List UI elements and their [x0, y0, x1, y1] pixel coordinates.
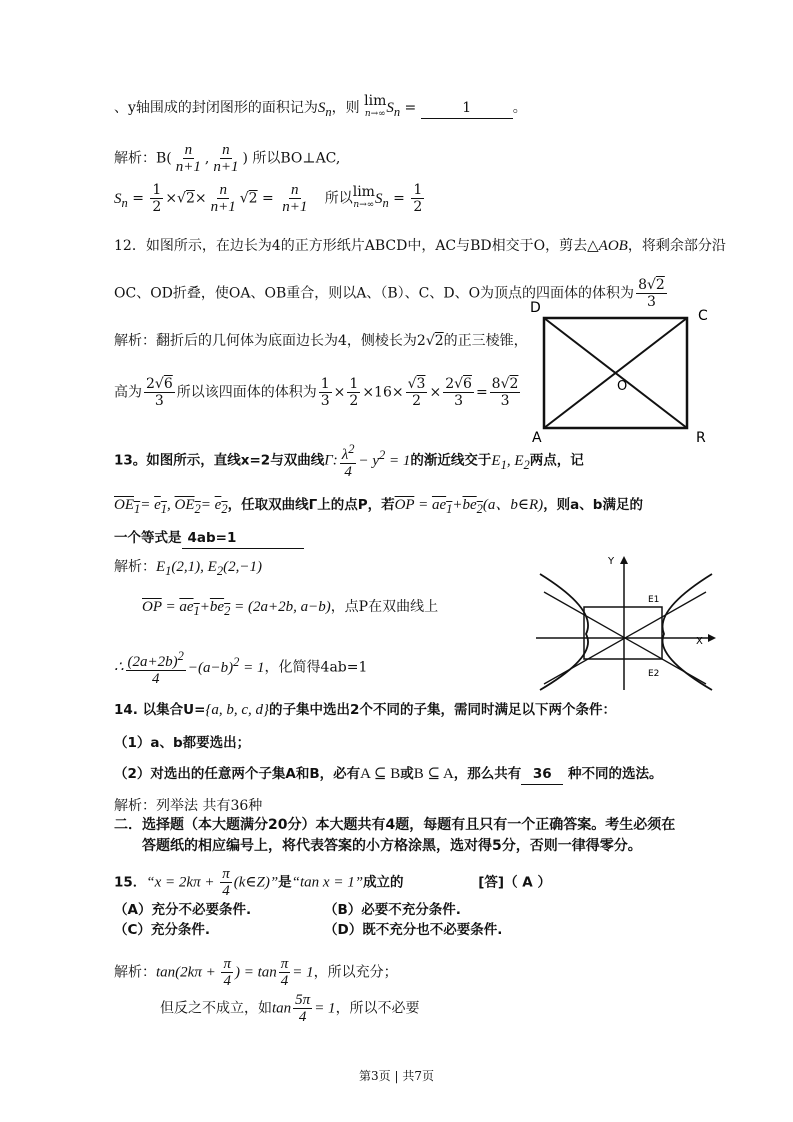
- q14-cond2a: （2）对选出的任意两个子集A和B，必有: [114, 766, 361, 782]
- q14-sol-text: 解析：列举法 共有36种: [114, 798, 263, 814]
- q13-sol1: 解析：$E_1(2,1)$, $E_2(2,-1)$: [114, 559, 262, 578]
- q11-text: 、y轴围成的封闭图形的面积记为: [114, 100, 318, 116]
- q13-sol2: $\overline{OP} = ae_1+be_2 = (2a+2b$, a−b)，点P在双曲线上: [142, 599, 439, 618]
- q12-sol-text2a: 高为: [114, 384, 142, 401]
- option-a: （A）充分不必要条件.: [114, 902, 252, 918]
- q15-sol1: 解析：tan(2kπ + $\frac{\pi}{4}$ ) = tan $\frac{\pi}{4}$ = 1，所以充分；: [114, 956, 398, 989]
- q12-line1: 12．如图所示，在边长为4的正方形纸片ABCD中，AC与BD相交于O，剪去△AOB，将剩余部分沿: [114, 238, 726, 254]
- q11-tail: 、y轴围成的封闭图形的面积记为$S_n$，则 lim n→∞ $S_n = 1$ 。: [114, 93, 527, 119]
- q15-sol2: 但反之不成立，如tan $\frac{5\pi}{4}$ = 1，所以不必要: [160, 992, 420, 1025]
- sol11-so: 所以: [324, 190, 353, 207]
- q15-cond: 成立的: [363, 874, 404, 891]
- q15-options-row2: [114, 920, 502, 940]
- section2-text1: 二．选择题（本大题满分20分）本大题共有4题，每题有且只有一个正确答案。考生必须在: [114, 817, 676, 833]
- label-B: R: [696, 430, 706, 446]
- sol11-line2: $S_n$ = $\frac{1}{2}$ ×√2× $\frac{n}{n+1}$ √2 = $\frac{n}{n+1}$ 所以 lim n→∞ $S_n$ = $\frac{1}{2}$: [114, 182, 423, 215]
- q14-cond2: （2）对选出的任意两个子集A和B，必有A ⊆ B或B ⊆ A，那么共有 36 种不同的选法。: [114, 764, 663, 785]
- label-A: A: [532, 430, 542, 446]
- q15-sol-text2a: 但反之不成立，如: [160, 1000, 272, 1017]
- sol11-mid: 所以BO⊥AC,: [252, 150, 341, 167]
- q12-text2: OC、OD折叠，使OA、OB重合，则以A、（B）、C、D、O为顶点的四面体的体积为: [114, 285, 635, 302]
- label-D: D: [530, 300, 541, 316]
- q12-text1: 12．如图所示，在边长为4的正方形纸片ABCD中，AC与BD相交于O，剪去: [114, 238, 588, 254]
- label-E1: E1: [648, 595, 660, 605]
- q12-sol-text1: 解析：翻折后的几何体为底面边长为4，侧棱长为: [114, 333, 417, 349]
- label-E2: E2: [648, 669, 660, 679]
- q13-line3: [114, 528, 304, 549]
- option-d: （D）既不充分也不必要条件.: [324, 922, 503, 938]
- limit-symbol: lim n→∞: [364, 93, 387, 119]
- q14-line1: 14. 以集合U={a, b, c, d}的子集中选出2个不同的子集，需同时满足以下两个条件：: [114, 702, 616, 718]
- label-X: X: [696, 636, 703, 647]
- page-footer: 第3页 | 共7页: [359, 1069, 434, 1083]
- q15-sol-label: 解析：: [114, 964, 156, 981]
- section2-line1: [114, 815, 675, 835]
- q13-text2a: ，任取双曲线Γ上的点P，若: [227, 497, 395, 513]
- q15-options-row1: [114, 900, 461, 920]
- q13-text1b: 的渐近线交于: [410, 452, 492, 469]
- sol11-line1: 解析：B( $\frac{n}{n+1}$ , $\frac{n}{n+1}$ ) 所以BO⊥AC,: [114, 142, 341, 175]
- q13-sol-label: 解析：: [114, 559, 156, 575]
- q12-sol-text1b: 的正三棱锥，: [443, 333, 528, 349]
- option-c: （C）充分条件.: [114, 922, 211, 938]
- q14-sol: [114, 796, 262, 816]
- label-C: C: [698, 308, 708, 324]
- q13-sol-text3b: ，化简得4ab=1: [264, 659, 368, 676]
- q11-answer-blank: 1: [421, 98, 513, 119]
- q13-sol3: ∴ $\frac{(2a+2b)^2}{4}$ $-(a-b)^2 = 1$，化简得4ab=1: [114, 649, 368, 687]
- q15-line: 15．“x = 2kπ + $\frac{\pi}{4}$ (k∈Z)”是“tan x = 1”成立的 [答]（ A ）: [114, 866, 551, 899]
- square-figure: [526, 296, 716, 446]
- q12-line2: OC、OD折叠，使OA、OB重合，则以A、（B）、C、D、O为顶点的四面体的体积为 $\frac{8√2}{3}$: [114, 277, 665, 310]
- q15-sol-text1b: ，所以充分；: [313, 964, 398, 981]
- q14-cond2c: ，那么共有: [453, 766, 522, 782]
- sol11-label: 解析：B(: [114, 150, 172, 167]
- q11-then: ，则: [331, 100, 360, 116]
- q11-end: 。: [512, 100, 527, 116]
- q14-cond1: [114, 733, 250, 753]
- q14-cond1-text: （1）a、b都要选出；: [114, 735, 251, 751]
- q13-line2: $OE_1= e_1$, $OE_2= e_2$，任取双曲线Γ上的点P，若$\overline{OP} = ae_1+be_2(a$、b∈R)，则a、b满足的: [114, 497, 643, 516]
- q14-text1b: 的子集中选出2个不同的子集，需同时满足以下两个条件：: [269, 702, 616, 718]
- q12-sol1: 解析：翻折后的几何体为底面边长为4，侧棱长为2√2的正三棱锥，: [114, 333, 528, 349]
- q13-sol-text2b: ，点P在双曲线上: [330, 599, 439, 615]
- q12-text1b: ，将剩余部分沿: [627, 238, 726, 254]
- q15-num: 15．: [114, 874, 147, 891]
- q13-line1: 13。如图所示，直线x=2与双曲线Γ: $\frac{\lambda^2}{4}$ − $y^2 = 1$的渐近线交于$E_1$, $E_2$两点，记: [114, 442, 584, 480]
- q13-answer-blank: 4ab=1: [182, 528, 304, 549]
- q15-sol-text2b: ，所以不必要: [335, 1000, 420, 1017]
- label-Y: Y: [608, 556, 615, 567]
- q13-text1c: 两点，记: [529, 452, 584, 469]
- q14-text1a: 14. 以集合U=: [114, 702, 206, 718]
- q14-cond2b: 或: [400, 766, 414, 782]
- hyperbola-figure: [536, 552, 716, 692]
- section2-text2: 答题纸的相应编号上，将代表答案的小方格涂黑，选对得5分，否则一律得零分。: [142, 838, 642, 854]
- q13-text1a: 13。如图所示，直线x=2与双曲线: [114, 452, 325, 469]
- q12-sol2: 高为 $\frac{2√6}{3}$ 所以该四面体的体积为 $\frac{1}{3}$ × $\frac{1}{2}$ ×16× $\frac{√3}{2}$ × $\frac{2√6}{3}$ = $\frac{8√2}{3}$: [114, 376, 519, 409]
- section2-line2: [142, 836, 642, 856]
- q13-text3a: 一个等式是: [114, 530, 182, 546]
- q15-is: 是: [278, 874, 292, 891]
- q12-sol-text2b: 所以该四面体的体积为: [176, 384, 317, 401]
- label-O: O: [617, 379, 628, 394]
- q15-answer: [答]（ A ）: [478, 874, 551, 891]
- q13-text2b: ，则a、b满足的: [543, 497, 643, 513]
- q14-cond2d: 种不同的选法。: [568, 766, 663, 782]
- option-b: （B）必要不充分条件.: [324, 902, 461, 918]
- q14-answer-blank: 36: [521, 764, 563, 785]
